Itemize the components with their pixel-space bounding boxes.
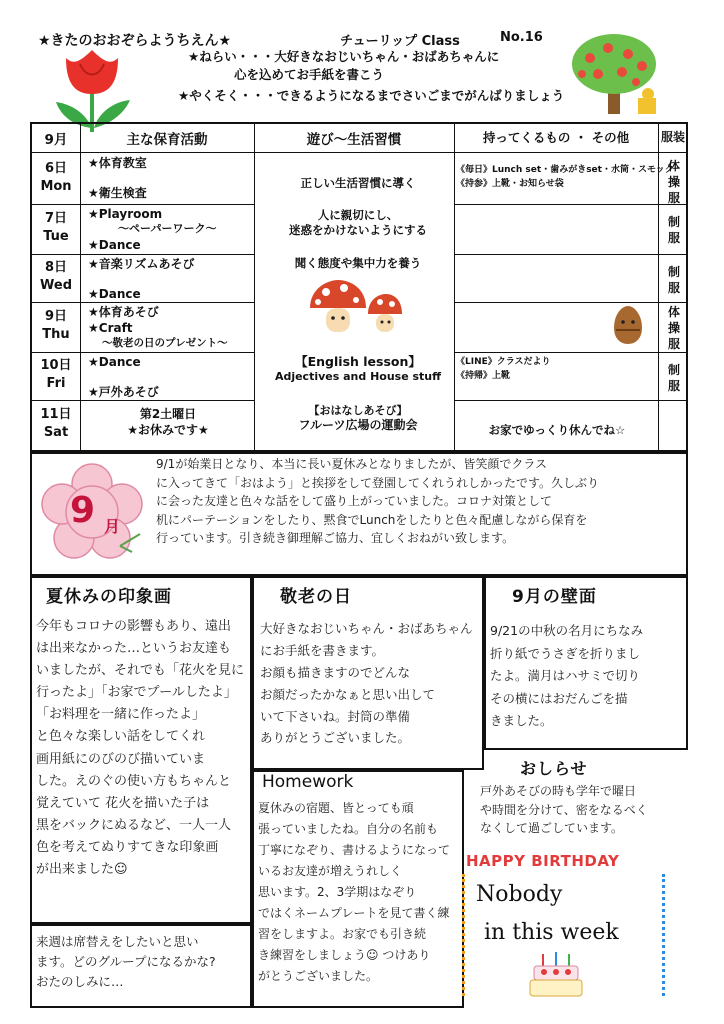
activity-sat: 第2土曜日 ★お休みです★	[127, 407, 209, 438]
birthday-line-2: in this week	[484, 920, 619, 945]
school-name: ★きたのおおぞらようちえん★	[38, 33, 232, 49]
birthday-banner: HAPPY BIRTHDAY	[466, 852, 620, 870]
story-play: 【おはなしあそび】 フルーツ広場の運動会	[298, 404, 418, 433]
birthday-dots-right	[662, 874, 671, 996]
summer-text: 今年もコロナの影響もあり、遠出 は出来なかった…というお友達も いましたが、それでも「花火を見に 行ったよ」「お家でプールしたよ」 「お料理を一緒に作ったよ」 と色々な楽しい話をしてくれ 画用紙にのびのび描いていま した。えのぐの使い方もちゃんと 覚えていて 花火を描いた子は 黒をバックにぬるなど、一人一人 色を考えてぬりすてきな印象画 が出来ました☺	[36, 619, 245, 878]
notice-title: おしらせ	[520, 759, 588, 778]
habit-1: 正しい生活習慣に導く	[300, 176, 416, 190]
seat-change-text: 来週は席替えをしたいと思い ます。どのグループになるかな? おたのしみに…	[36, 934, 216, 989]
bring-saturday: お家でゆっくり休んでね☆	[488, 423, 626, 437]
day-thu: 9日 Thu	[42, 309, 70, 343]
homework-title: Homework	[262, 772, 354, 792]
habit-3: 聞く態度や集中力を養う	[294, 256, 422, 270]
birthday-line-1: Nobody	[476, 882, 563, 907]
activity-tue: ★Playroom ～ペーパーワーク～ ★Dance	[88, 207, 217, 253]
chestnut-icon	[610, 302, 646, 346]
badge-month: 9	[70, 490, 96, 531]
bring-friday: 《LINE》クラスだより 《持帰》上靴	[456, 357, 551, 381]
clothes-header: 服装	[660, 130, 685, 144]
promise: ★やくそく・・・できるようになるまでさいごまでがんばりましょう	[178, 88, 565, 103]
clothes-mon: 体操服	[667, 159, 680, 206]
apple-tree-icon	[568, 30, 664, 118]
day-tue: 7日 Tue	[43, 211, 69, 245]
day-sat: 11日 Sat	[40, 407, 72, 441]
keirou-text: 大好きなおじいちゃん・おばあちゃん にお手紙を書きます。 お顔も描きますのでどんな お顔だったかなぁと思い出して いて下さいね。封筒の準備 ありがとうございました。	[260, 621, 473, 746]
wall-title: 9月の壁面	[512, 587, 597, 607]
day-wed: 8日 Wed	[40, 260, 72, 294]
activity-wed: ★音楽リズムあそび ★Dance	[88, 257, 195, 302]
bring-monday: 《毎日》Lunch set・歯みがきset・水筒・スモック 《持参》上靴・お知らせ袋	[456, 165, 674, 189]
activity-fri: ★Dance ★戸外あそび	[88, 355, 159, 400]
homework-text: 夏休みの宿題、皆とっても頑 張っていましたね。自分の名前も 丁寧になぞり、書けるようになって いるお友達が増えうれしく 思います。2、3学期はなぞり ではくネームプレートを見て書く練 習をしますよ。お家でも引き続 き練習をしましょう☺ つけあり がとうございました。	[258, 801, 451, 983]
summer-title: 夏休みの印象画	[46, 587, 172, 607]
bring-header: 持ってくるもの ・ その他	[482, 130, 630, 145]
month-header: 9月	[44, 132, 68, 148]
schedule-table	[30, 122, 688, 452]
play-header: 遊び～生活習慣	[306, 132, 402, 148]
aim-line-2: 心を込めてお手紙を書こう	[234, 67, 385, 83]
day-fri: 10日 Fri	[40, 358, 72, 392]
clothes-thu: 体操服	[667, 305, 680, 352]
clothes-tue: 制服	[667, 215, 680, 246]
class-name: チューリップ Class	[340, 34, 460, 49]
notice-text: 戸外あそびの時も学年で曜日 や時間を分けて、密をなるべく なくして過ごしています。	[480, 784, 648, 836]
badge-unit: 月	[104, 517, 121, 536]
activity-thu: ★体育あそび ★Craft ～敬老の日のプレゼント～	[88, 305, 228, 350]
wall-text: 9/21の中秋の名月にちなみ 折り紙でうさぎを折りまし たよ。満月はハサミで切り その横にはおだんごを描 きました。	[490, 623, 644, 728]
mushroom-icon	[304, 278, 404, 336]
intro-text: 9/1が始業日となり、本当に長い夏休みとなりましたが、皆笑顔でクラス に入ってきて「おはよう」と挨拶をして登園してくれうれしかったです。久しぶり に会った友達と色々な話をして盛り上がっていました。コロナ対策として 机にパーテーションをしたり、黙食でLunchをしたりと色々配慮しながら保育を 行っています。引き続き御理解ご協力、宜しくおねがい致します。	[156, 457, 600, 546]
issue-number: No.16	[500, 30, 543, 45]
english-lesson: 【English lesson】 Adjectives and House stuff	[274, 354, 442, 384]
aim-line-1: ★ねらい・・・大好きなおじいちゃん・おばあちゃんに	[188, 49, 500, 64]
birthday-dots-left	[462, 874, 471, 996]
keirou-title: 敬老の日	[280, 587, 352, 607]
habit-2: 人に親切にし、 迷惑をかけないようにする	[289, 208, 427, 237]
clothes-fri: 制服	[667, 363, 680, 394]
activity-mon: ★体育教室 ★衛生検査	[88, 156, 147, 201]
clothes-wed: 制服	[667, 265, 680, 296]
day-mon: 6日 Mon	[40, 161, 72, 195]
aim	[188, 48, 499, 84]
activity-header: 主な保育活動	[126, 132, 208, 148]
birthday-cake-icon	[526, 950, 586, 1000]
